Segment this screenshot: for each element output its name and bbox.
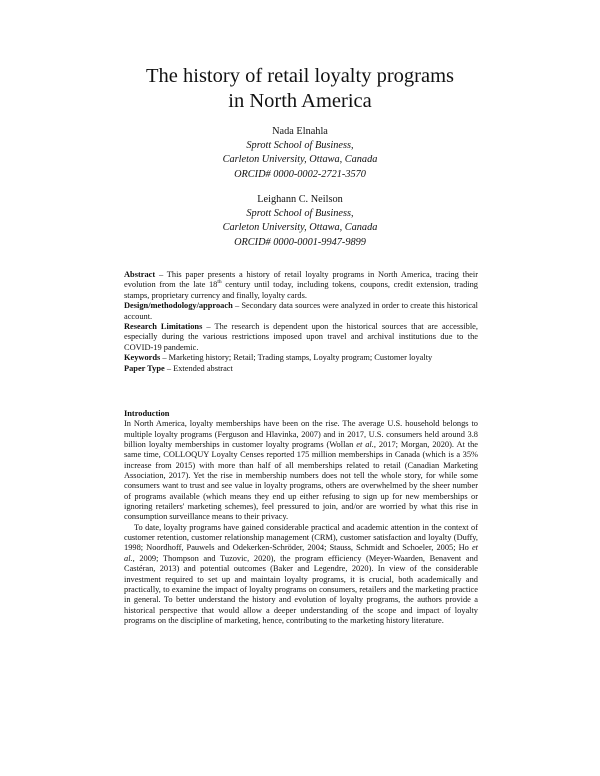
paper-type-text: – Extended abstract <box>164 363 233 373</box>
abstract-superscript: th <box>217 279 222 286</box>
title-line-2: in North America <box>228 90 372 112</box>
limitations-text: – The research is dependent upon the historical sources that are accessible, especially during the various restrictions imposed upon travel and archival institutions due to the COVID-19 pandemic. <box>124 322 478 352</box>
body-paragraph-2 <box>124 523 478 626</box>
abstract-paragraph <box>124 270 478 301</box>
author-block-2 <box>0 193 600 250</box>
limitations-paragraph <box>124 322 478 353</box>
p2-text-a: To date, loyalty programs have gained considerable practical and academic attention in the context of customer retention, customer relationship management (CRM), customer satisfaction and loyalty (Duffy, 1998; Noordhoff, Pauwels and Odekerken-Schröder, 2004; Stauss, Schmidt and Schoeler, 2005; Ho <box>124 522 478 553</box>
paper-type-paragraph <box>124 364 478 374</box>
abstract-section <box>124 270 478 374</box>
author-name: Nada Elnahla <box>272 126 328 137</box>
limitations-label: Research Limitations <box>124 322 203 332</box>
paper-title <box>0 64 600 114</box>
author-affiliation-school: Sprott School of Business, <box>246 208 354 220</box>
design-text: – Secondary data sources were analyzed in order to create this historical account. <box>124 301 478 321</box>
body-paragraph-1 <box>124 419 478 522</box>
author-orcid: ORCID# 0000-0001-9947-9899 <box>234 236 366 248</box>
design-label: Design/methodology/approach <box>124 301 233 311</box>
title-line-1: The history of retail loyalty programs <box>146 65 454 87</box>
keywords-paragraph <box>124 353 478 363</box>
author-affiliation-university: Carleton University, Ottawa, Canada <box>222 154 378 166</box>
p2-text-b: , 2009; Thompson and Tuzovic, 2020), the program efficiency (Meyer-Waarden, Benavent and Castéran, 2013) and potential outcomes (Baker and Legendre, 2020). In view of the considerable investment required to set up and maintain loyalty programs, it is crucial, both academically and practically, to examine the impact of loyalty programs on consumers, retailers and the marketing practice in general. To better understand the history and evolution of loyalty programs, the authors provide a historical perspective that would allow a deeper understanding of the scope and impact of loyalty programs on the discipline of marketing, hence, contributing to the marketing history literature. <box>124 553 478 625</box>
abstract-label: Abstract <box>124 270 156 279</box>
author-block-1 <box>0 125 600 182</box>
author-name: Leighann C. Neilson <box>257 194 343 205</box>
section-heading: Introduction <box>124 409 170 418</box>
author-orcid: ORCID# 0000-0002-2721-3570 <box>234 168 366 180</box>
author-affiliation-university: Carleton University, Ottawa, Canada <box>222 222 378 234</box>
introduction-section <box>124 409 478 626</box>
abstract-text-a: – This paper presents a history of retail loyalty programs in North America, tracing their evolution from the late 18 <box>124 270 478 290</box>
keywords-label: Keywords <box>124 353 161 363</box>
paper-type-label: Paper Type <box>124 363 165 373</box>
p1-text-b: , 2017; Morgan, 2020). At the same time, COLLOQUY Loyalty Censes reported 175 million memberships in Canada (which is a 35% increase from 2015) with more than half of all memberships related to retail (Canadian Marketing Association, 2017). Yet the rise in membership numbers does not tell the whole story, for while some consumers want to trust and see value in loyalty programs, others are overwhelmed by the sheer number of programs available (which means they end up either refusing to sign up for new memberships or ignoring retailers' marketing schemes), feel pressured to join, and/or are worried by what this rise in consumption surveillance means to their privacy. <box>124 440 479 522</box>
p1-etal: et al. <box>356 440 374 450</box>
keywords-text: – Marketing history; Retail; Trading stamps, Loyalty program; Customer loyalty <box>160 353 433 363</box>
design-paragraph <box>124 301 478 322</box>
p2-etal: et al. <box>124 543 478 563</box>
author-affiliation-school: Sprott School of Business, <box>246 140 354 152</box>
abstract-text-b: century until today, including tokens, coupons, credit extension, trading stamps, proprietary currency and finally, loyalty cards. <box>124 280 478 300</box>
p1-text-a: In North America, loyalty memberships have been on the rise. The average U.S. household belongs to multiple loyalty programs (Ferguson and Hlavinka, 2007) and in 2017, U.S. consumers held around 3.8 billion loyalty memberships in customer loyalty programs (Wollan <box>124 419 478 450</box>
